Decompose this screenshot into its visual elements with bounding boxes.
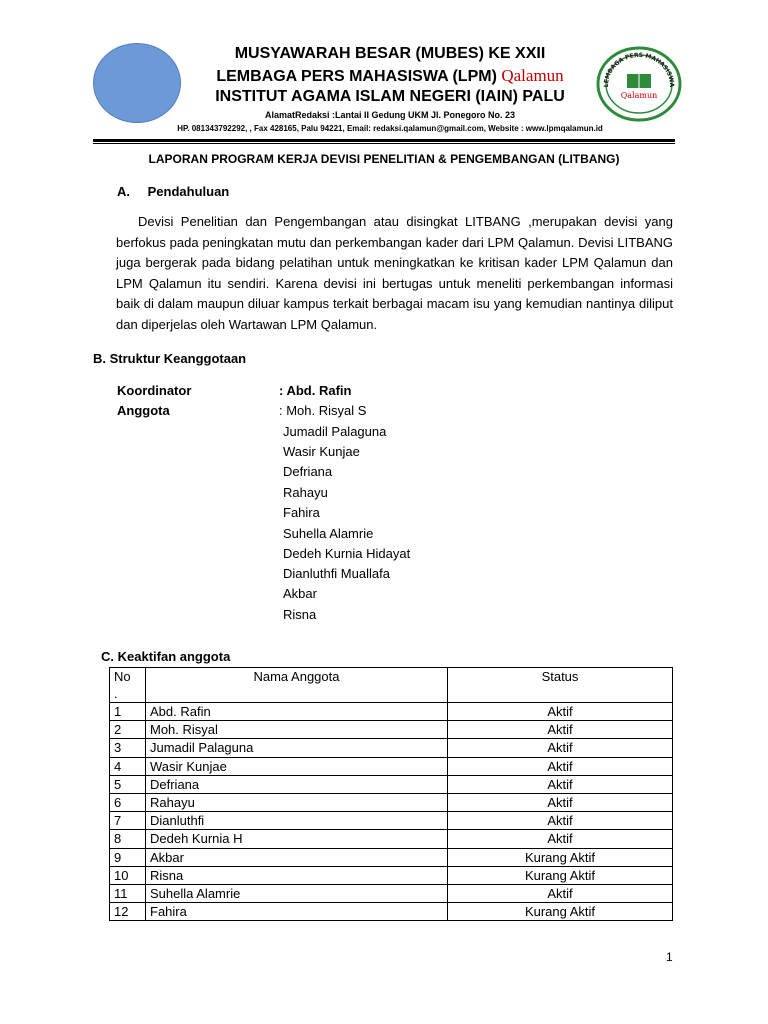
header-line-2 xyxy=(190,66,590,86)
cell-status: Aktif xyxy=(448,830,673,848)
header-nama: Nama Anggota xyxy=(146,668,448,703)
cell-no: 4 xyxy=(110,757,146,775)
page-number: 1 xyxy=(666,950,673,964)
table-row xyxy=(110,866,673,884)
anggota-label: Anggota xyxy=(117,403,170,418)
table-row xyxy=(110,903,673,921)
section-c-heading: C. Keaktifan anggota xyxy=(101,649,231,664)
member-item: Akbar xyxy=(283,586,317,601)
cell-status: Aktif xyxy=(448,812,673,830)
seal-brand-text: Qalamun xyxy=(620,91,658,100)
cell-status: Aktif xyxy=(448,739,673,757)
cell-name: Risna xyxy=(146,866,448,884)
cell-no: 9 xyxy=(110,848,146,866)
section-b-heading: B. Struktur Keanggotaan xyxy=(93,351,247,366)
cell-name: Dedeh Kurnia H xyxy=(146,830,448,848)
cell-no: 1 xyxy=(110,703,146,721)
keaktifan-table xyxy=(109,667,673,921)
table-row xyxy=(110,848,673,866)
table-row xyxy=(110,703,673,721)
member-item: Wasir Kunjae xyxy=(283,444,360,459)
member-item: Defriana xyxy=(283,464,333,479)
cell-status: Aktif xyxy=(448,703,673,721)
table-row xyxy=(110,721,673,739)
header-no: No . xyxy=(110,668,146,703)
cell-no: 7 xyxy=(110,812,146,830)
cell-status: Kurang Aktif xyxy=(448,866,673,884)
cell-name: Abd. Rafin xyxy=(146,703,448,721)
table-row xyxy=(110,793,673,811)
cell-no: 10 xyxy=(110,866,146,884)
header-rule-thick xyxy=(93,139,675,142)
member-item: Rahayu xyxy=(283,485,328,500)
header-status: Status xyxy=(448,668,673,703)
cell-no: 6 xyxy=(110,793,146,811)
table-row xyxy=(110,830,673,848)
header-line-3: INSTITUT AGAMA ISLAM NEGERI (IAIN) PALU xyxy=(215,88,565,105)
cell-name: Defriana xyxy=(146,775,448,793)
table-row xyxy=(110,884,673,902)
cell-no: 12 xyxy=(110,903,146,921)
cell-status: Kurang Aktif xyxy=(448,903,673,921)
cell-name: Rahayu xyxy=(146,793,448,811)
header-line-2-prefix: LEMBAGA PERS MAHASISWA (LPM) xyxy=(216,68,497,85)
koordinator-label: Koordinator xyxy=(117,383,192,398)
section-a-paragraph: Devisi Penelitian dan Pengembangan atau disingkat LITBANG ,merupakan devisi yang berfokus pada peningkatan mutu dan perkembangan kader dari LPM Qalamun. Devisi LITBANG juga bergerak pada bidang pelatihan untuk meningkatkan ke kritisan kader LPM Qalamun dan LPM Qalamun itu sendiri. Karena devisi ini bertugas untuk meneliti perkembangan informasi baik di dalam maupun diluar kampus terkait berbagai macam isu yang kemudian nantinya diliput dan diperjelas oleh Wartawan LPM Qalamun. xyxy=(116,214,673,332)
cell-name: Jumadil Palaguna xyxy=(146,739,448,757)
cell-status: Aktif xyxy=(448,721,673,739)
lpm-qalamun-seal xyxy=(596,46,682,122)
table-row xyxy=(110,757,673,775)
section-a-heading xyxy=(117,184,229,199)
cell-name: Moh. Risyal xyxy=(146,721,448,739)
header-address: AlamatRedaksi :Lantai II Gedung UKM Jl. Ponegoro No. 23 xyxy=(264,110,516,120)
section-a-number: A. xyxy=(117,184,130,199)
seal-ring-text: LEMBAGA PERS MAHASISWA xyxy=(602,51,676,88)
cell-no: 3 xyxy=(110,739,146,757)
table-header-row xyxy=(110,668,673,703)
cell-no: 2 xyxy=(110,721,146,739)
cell-status: Aktif xyxy=(448,757,673,775)
cell-status: Kurang Aktif xyxy=(448,848,673,866)
cell-name: Dianluthfi xyxy=(146,812,448,830)
member-item: Fahira xyxy=(283,505,320,520)
header-brand: Qalamun xyxy=(501,66,564,85)
cell-name: Wasir Kunjae xyxy=(146,757,448,775)
cell-name: Suhella Alamrie xyxy=(146,884,448,902)
table-row xyxy=(110,775,673,793)
section-a-label: Pendahuluan xyxy=(147,184,230,199)
member-item: Dedeh Kurnia Hidayat xyxy=(283,546,411,561)
report-title: LAPORAN PROGRAM KERJA DEVISI PENELITIAN & PENGEMBANGAN (LITBANG) xyxy=(148,152,620,166)
header-rule-thin xyxy=(93,143,675,144)
table-row xyxy=(110,739,673,757)
cell-no: 11 xyxy=(110,884,146,902)
cell-name: Fahira xyxy=(146,903,448,921)
cell-no: 5 xyxy=(110,775,146,793)
member-item: Jumadil Palaguna xyxy=(283,424,387,439)
header-contact: HP. 081343792292, , Fax 428165, Palu 94221, Email: redaksi.qalamun@gmail.com, Website : www.lpmqalamun.id xyxy=(177,124,603,133)
cell-status: Aktif xyxy=(448,884,673,902)
cell-status: Aktif xyxy=(448,793,673,811)
member-item: Dianluthfi Muallafa xyxy=(283,566,390,581)
member-item: Suhella Alamrie xyxy=(283,526,374,541)
table-row xyxy=(110,812,673,830)
cell-status: Aktif xyxy=(448,775,673,793)
logo-circle xyxy=(93,43,181,123)
cell-name: Akbar xyxy=(146,848,448,866)
anggota-first: : Moh. Risyal S xyxy=(279,403,367,418)
koordinator-value: : Abd. Rafin xyxy=(279,383,352,398)
cell-no: 8 xyxy=(110,830,146,848)
member-item: Risna xyxy=(283,607,317,622)
header-line-1: MUSYAWARAH BESAR (MUBES) KE XXII xyxy=(234,45,546,62)
